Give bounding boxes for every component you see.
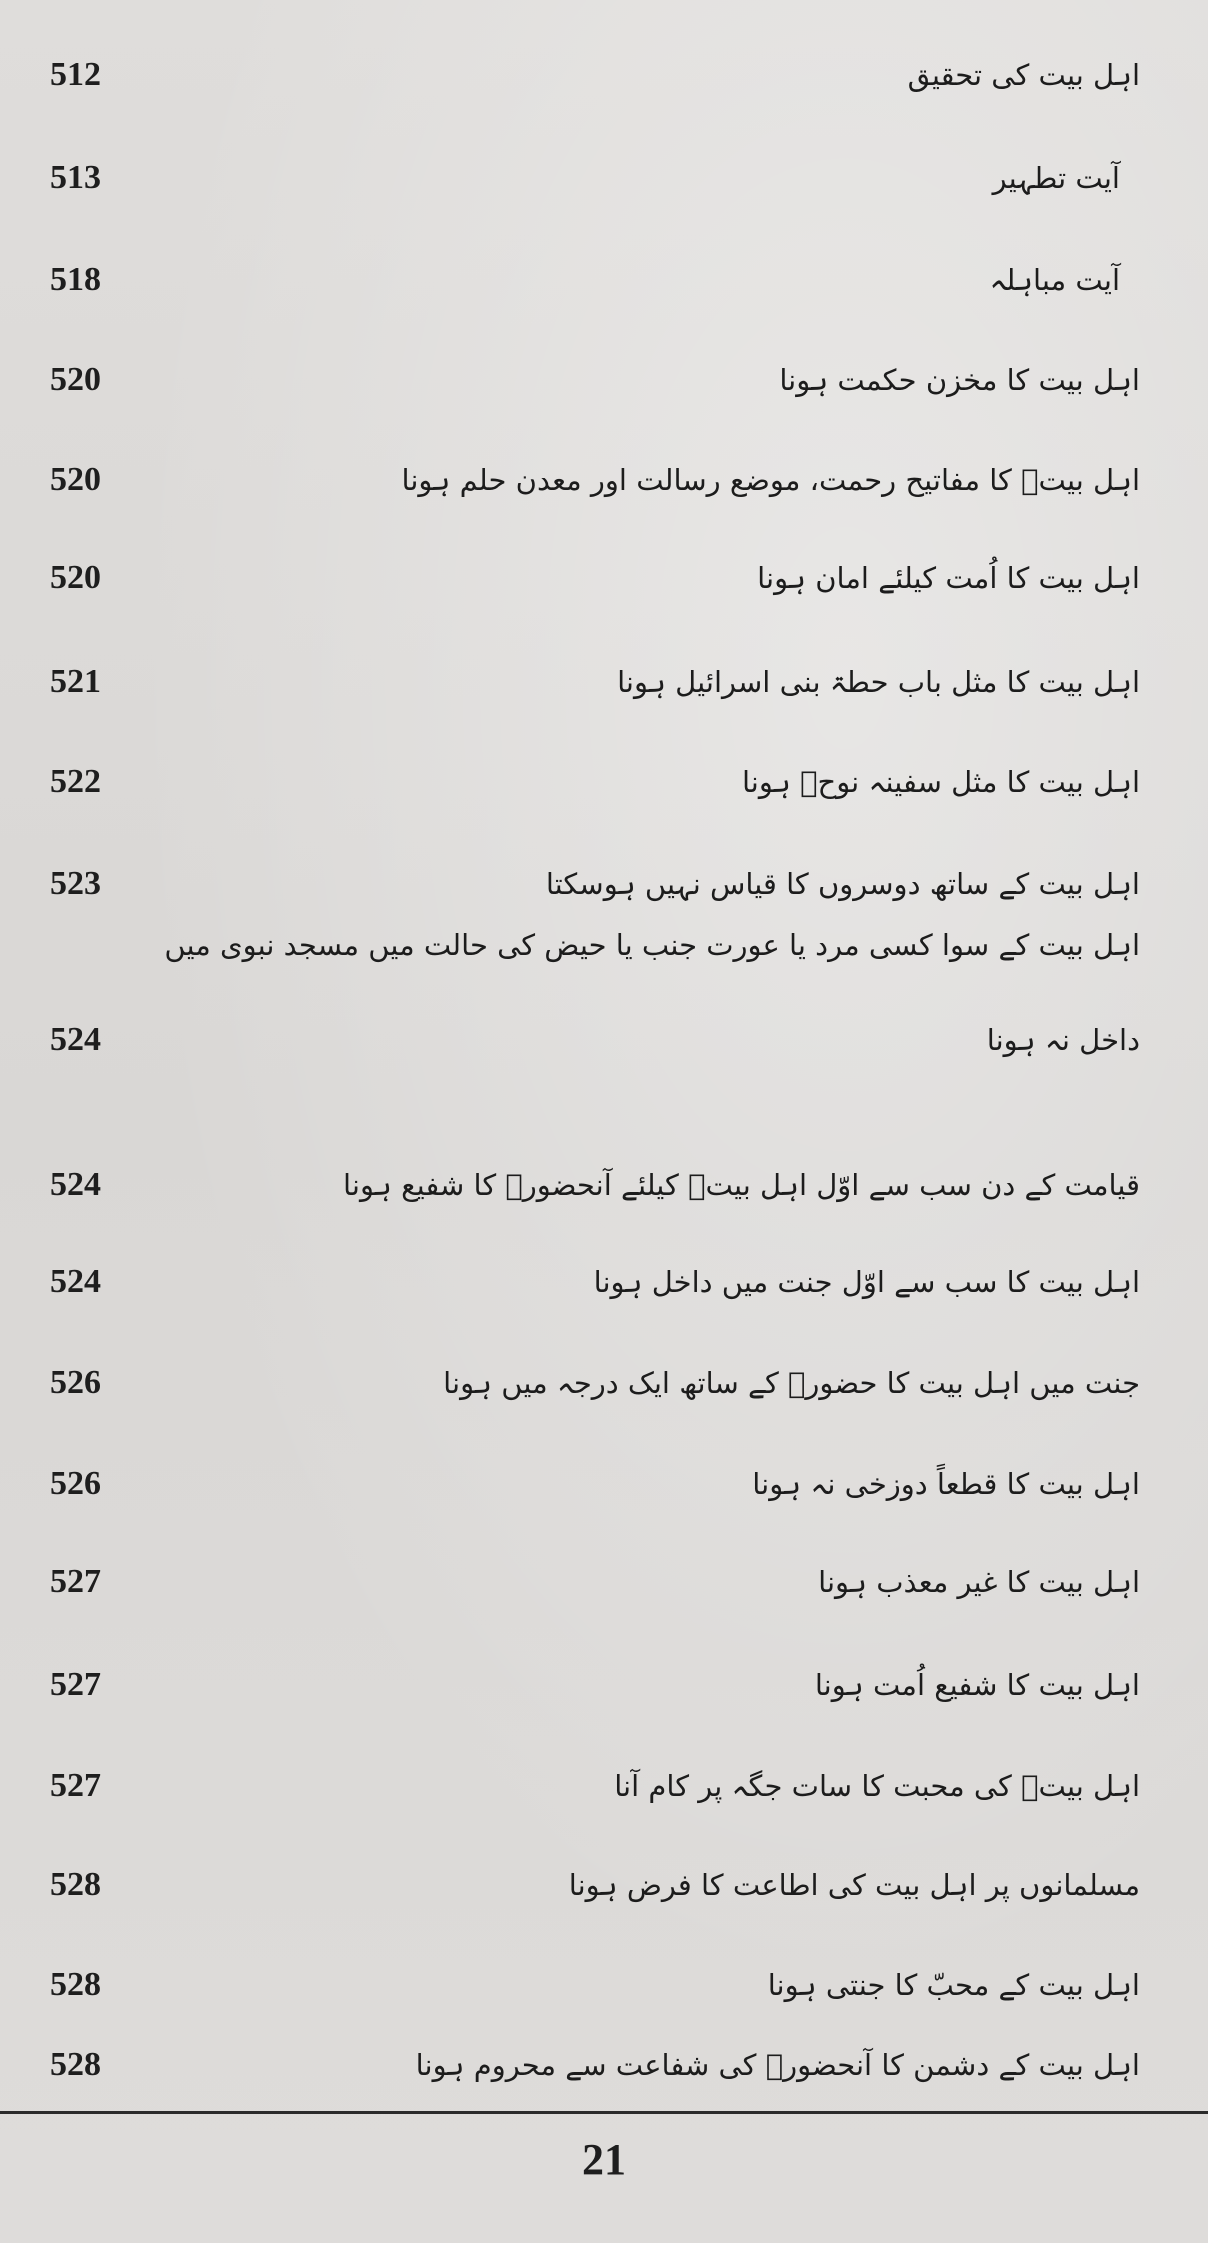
toc-entry-page: 524 <box>50 1166 101 1203</box>
toc-entry-page: 520 <box>50 361 101 398</box>
toc-entry-page: 524 <box>50 1021 101 1058</box>
toc-entry-title-continuation: داخل نہ ہونا <box>986 1023 1140 1057</box>
toc-entry-title: اہل بیت کا غیر معذب ہونا <box>818 1565 1140 1599</box>
toc-entry-page: 513 <box>50 159 101 196</box>
page-number: 21 <box>582 2135 626 2184</box>
toc-entry-page: 527 <box>50 1767 101 1804</box>
toc-entry <box>50 250 1140 310</box>
toc-entry-page: 527 <box>50 1563 101 1600</box>
toc-entry <box>50 1252 1140 1312</box>
toc-entry <box>50 1655 1140 1715</box>
toc-entry <box>50 854 1140 914</box>
toc-entry <box>50 548 1140 608</box>
toc-entry-title: اہل بیت کا قطعاً دوزخی نہ ہونا <box>752 1467 1140 1501</box>
toc-entry-title: اہل بیت کے محبّ کا جنتی ہونا <box>767 1968 1140 2002</box>
toc-entry-title: قیامت کے دن سب سے اوّل اہل بیتؓ کیلئے آنحضورؐ کا شفیع ہونا <box>343 1168 1140 1202</box>
toc-entry-title: جنت میں اہل بیت کا حضورؐ کے ساتھ ایک درجہ میں ہونا <box>443 1366 1140 1400</box>
toc-entry-title: اہل بیت کا سب سے اوّل جنت میں داخل ہونا <box>593 1265 1140 1299</box>
toc-entry-title: آیت مباہلہ <box>989 263 1120 297</box>
toc-entry-title: اہل بیت کا مثل باب حطۃ بنی اسرائیل ہونا <box>617 665 1140 699</box>
toc-entry-page: 521 <box>50 663 101 700</box>
toc-entry <box>50 450 1140 510</box>
toc-entry <box>50 752 1140 812</box>
toc-entry-title: اہل بیت کے دشمن کا آنحضورؐ کی شفاعت سے محروم ہونا <box>415 2048 1140 2082</box>
toc-entry <box>50 652 1140 712</box>
toc-entry <box>50 1855 1140 1915</box>
toc-entry <box>50 1552 1140 1612</box>
footer-rule <box>0 2111 1208 2114</box>
toc-entry-page: 527 <box>50 1666 101 1703</box>
toc-entry-title: اہل بیت کے سوا کسی مرد یا عورت جنب یا حیض کی حالت میں مسجد نبوی میں <box>164 928 1140 962</box>
toc-entry-title: اہل بیت کی تحقیق <box>907 58 1140 92</box>
toc-entry-page: 520 <box>50 559 101 596</box>
toc-entry-page: 528 <box>50 1866 101 1903</box>
toc-entry-page: 518 <box>50 261 101 298</box>
toc-entry-title: اہل بیتؓ کا مفاتیح رحمت، موضع رسالت اور معدن حلم ہونا <box>401 463 1140 497</box>
toc-entry-page: 522 <box>50 763 101 800</box>
toc-entry <box>50 1756 1140 1816</box>
toc-entry-title: اہل بیت کا اُمت کیلئے امان ہونا <box>757 561 1140 595</box>
toc-entry-page: 523 <box>50 865 101 902</box>
toc-entry-page: 528 <box>50 1966 101 2003</box>
toc-entry <box>50 148 1140 208</box>
toc-entry-page: 524 <box>50 1263 101 1300</box>
toc-entry-title: اہل بیت کا مخزن حکمت ہونا <box>779 363 1140 397</box>
toc-entry-page: 526 <box>50 1364 101 1401</box>
toc-entry-page: 520 <box>50 461 101 498</box>
toc-entry-title: اہل بیتؓ کی محبت کا سات جگہ پر کام آنا <box>614 1769 1140 1803</box>
toc-entry <box>50 45 1140 105</box>
toc-entry <box>50 350 1140 410</box>
toc-entry <box>50 1353 1140 1413</box>
toc-entry <box>50 2035 1140 2095</box>
toc-entry-title: اہل بیت کا مثل سفینہ نوحؑ ہونا <box>741 765 1140 799</box>
toc-entry-title: مسلمانوں پر اہل بیت کی اطاعت کا فرض ہونا <box>568 1868 1140 1902</box>
toc-entry-page: 528 <box>50 2046 101 2083</box>
toc-entry-title: آیت تطہیر <box>992 161 1120 195</box>
toc-entry <box>50 1155 1140 1215</box>
toc-entry <box>50 1955 1140 2015</box>
toc-entry-page: 526 <box>50 1465 101 1502</box>
toc-entry-title: اہل بیت کے ساتھ دوسروں کا قیاس نہیں ہوسکتا <box>545 867 1140 901</box>
toc-entry-page: 512 <box>50 56 101 93</box>
toc-entry <box>50 915 1140 1075</box>
toc-entry <box>50 1454 1140 1514</box>
toc-entry-title: اہل بیت کا شفیع اُمت ہونا <box>814 1668 1140 1702</box>
